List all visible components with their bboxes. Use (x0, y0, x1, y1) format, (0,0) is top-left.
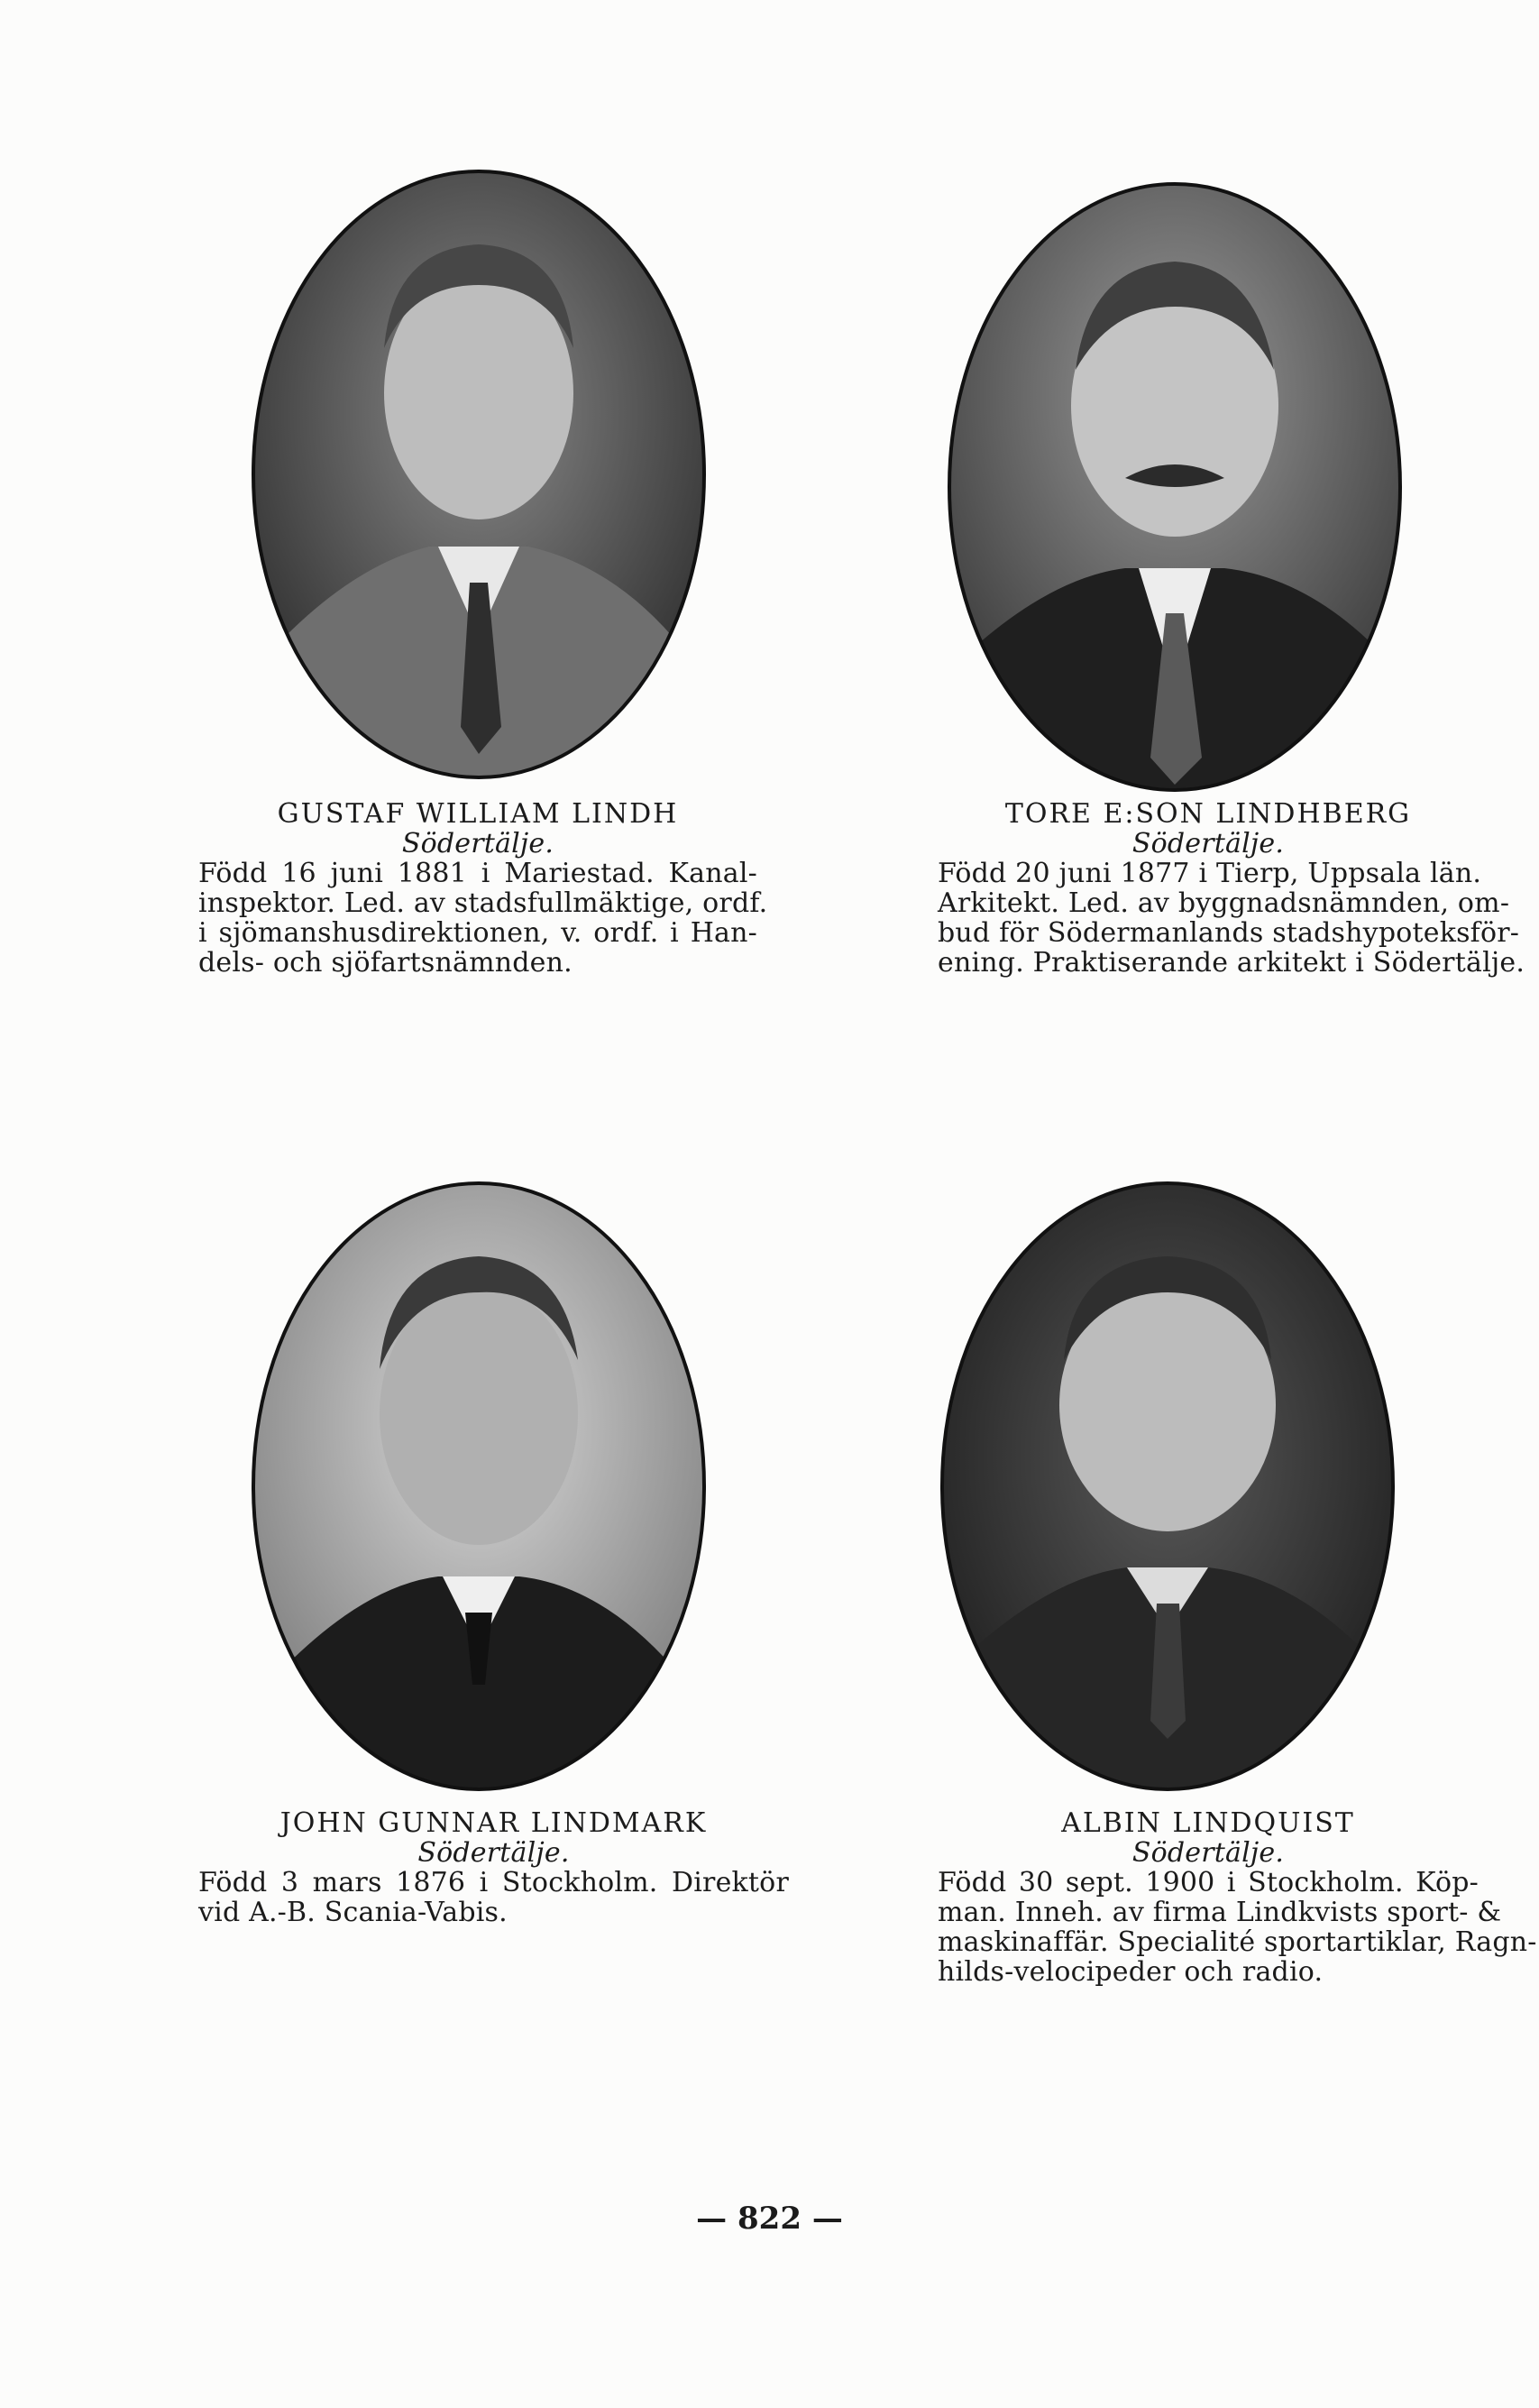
bio-line: Född 30 sept. 1900 i Stockholm. Köp- (938, 1867, 1479, 1898)
place: Södertälje. (1131, 1837, 1285, 1869)
biography-entry-lindh (198, 798, 768, 979)
bio-line: maskinaffär. Specialité sportartiklar, Ragn- (938, 1926, 1537, 1958)
bio-line: Född 20 juni 1877 i Tierp, Uppsala län. (938, 858, 1482, 889)
person-name: GUSTAF WILLIAM LINDH (277, 798, 679, 830)
portrait-photo-lindmark (249, 1180, 709, 1793)
bio-line: Född 3 mars 1876 i Stockholm. Direktör (198, 1867, 789, 1898)
place: Södertälje. (401, 828, 554, 859)
portrait-photo-lindh (249, 168, 709, 781)
portrait-photo-lindquist (938, 1180, 1397, 1793)
bio-line: hilds-velocipeder och radio. (938, 1956, 1324, 1988)
biography-entry-lindhberg (938, 798, 1525, 979)
bio-line: vid A.-B. Scania-Vabis. (198, 1897, 508, 1928)
place: Södertälje. (417, 1837, 570, 1869)
bio-line: man. Inneh. av firma Lindkvists sport- & (938, 1897, 1502, 1928)
person-name: TORE E:SON LINDHBERG (1004, 798, 1412, 830)
page-number: — 822 — (696, 2201, 843, 2237)
bio-line: Arkitekt. Led. av byggnadsnämnden, om- (938, 887, 1510, 919)
bio-line: Född 16 juni 1881 i Mariestad. Kanal- (198, 858, 757, 889)
bio-line: ening. Praktiserande arkitekt i Södertälje. (938, 947, 1525, 979)
person-name: JOHN GUNNAR LINDMARK (279, 1807, 708, 1839)
bio-line: i sjömanshusdirektionen, v. ordf. i Han- (198, 917, 757, 949)
portrait-photo-lindhberg (945, 180, 1405, 794)
bio-line: inspektor. Led. av stadsfullmäktige, ordf. (198, 887, 768, 919)
bio-line: dels- och sjöfartsnämnden. (198, 947, 573, 979)
biography-entry-lindquist (938, 1807, 1537, 1988)
place: Södertälje. (1131, 828, 1285, 859)
biography-entry-lindmark (198, 1808, 789, 1927)
bio-line: bud för Södermanlands stadshypoteksför- (938, 917, 1520, 949)
person-name: ALBIN LINDQUIST (1061, 1807, 1355, 1839)
